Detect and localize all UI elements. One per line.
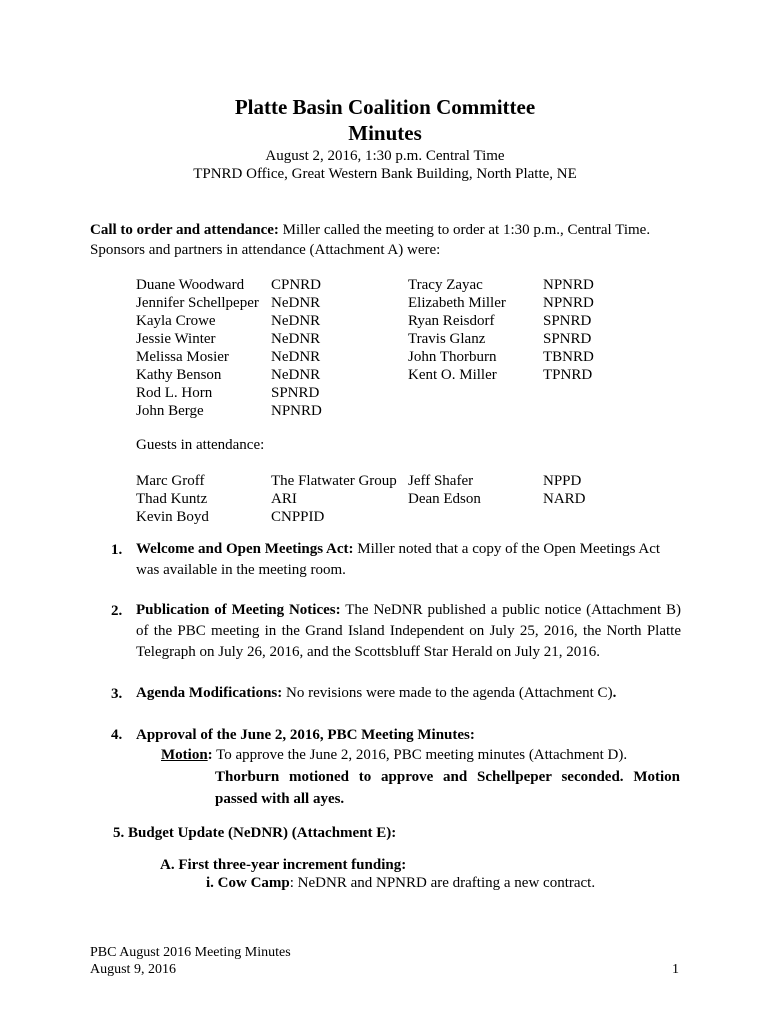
attendee-org: SPNRD xyxy=(271,385,320,401)
guest-name: Jeff Shafer xyxy=(408,473,474,489)
guest-name: Dean Edson xyxy=(408,491,481,507)
item-5-sub-i xyxy=(206,874,595,892)
guest-org: ARI xyxy=(271,491,297,507)
motion-result: Thorburn motioned to approve and Schellpeper seconded. Motion passed with all ayes. xyxy=(215,769,680,807)
attendee-name: Kayla Crowe xyxy=(136,313,216,329)
attendance-intro: Sponsors and partners in attendance (Attachment A) were: xyxy=(90,242,441,258)
attendee-org: NPNRD xyxy=(543,277,594,293)
attendee-org: NPNRD xyxy=(543,295,594,311)
item-2-paragraph xyxy=(136,600,681,663)
attendee-name: Jennifer Schellpeper xyxy=(136,295,259,311)
guest-name: Kevin Boyd xyxy=(136,509,209,525)
attendee-org: SPNRD xyxy=(543,331,592,347)
guest-name: Marc Groff xyxy=(136,473,205,489)
item-4-motion-line xyxy=(161,746,627,764)
attendee-org: NeDNR xyxy=(271,331,321,347)
call-to-order-heading: Call to order and attendance: xyxy=(90,222,279,238)
item-3-heading: Agenda Modifications: xyxy=(136,685,283,701)
attendee-name: Ryan Reisdorf xyxy=(408,313,495,329)
item-1-paragraph xyxy=(136,539,681,581)
document-title: Platte Basin Coalition Committee xyxy=(234,95,536,119)
attendee-name: Duane Woodward xyxy=(136,277,245,293)
guest-org: CNPPID xyxy=(271,509,325,525)
item-2-heading: Publication of Meeting Notices: xyxy=(136,602,341,618)
item-4-number: 4. xyxy=(111,727,123,743)
attendee-name: John Berge xyxy=(136,403,204,419)
guest-org: The Flatwater Group xyxy=(271,473,397,489)
item-3-end: . xyxy=(612,685,617,701)
document-subtitle: Minutes xyxy=(348,121,422,145)
attendee-name: Jessie Winter xyxy=(136,331,216,347)
attendee-org: NPNRD xyxy=(271,403,322,419)
guests-label: Guests in attendance: xyxy=(136,437,265,453)
sub-i-number: i. xyxy=(206,875,214,891)
attendee-org: NeDNR xyxy=(271,367,321,383)
item-3-number: 3. xyxy=(111,686,123,702)
item-4-heading: Approval of the June 2, 2016, PBC Meeting Minutes: xyxy=(136,727,475,743)
attendee-org: NeDNR xyxy=(271,313,321,329)
item-3-text: No revisions were made to the agenda (Attachment C) xyxy=(282,685,613,701)
sub-i-text: : NeDNR and NPNRD are drafting a new contract. xyxy=(289,875,596,891)
footer-date: August 9, 2016 xyxy=(90,962,176,977)
sub-i-heading: Cow Camp xyxy=(217,875,290,891)
page-number: 1 xyxy=(672,962,679,977)
meeting-date: August 2, 2016, 1:30 p.m. Central Time xyxy=(265,148,505,164)
attendee-org: NeDNR xyxy=(271,295,321,311)
item-1-number: 1. xyxy=(111,542,123,558)
attendee-name: John Thorburn xyxy=(408,349,497,365)
item-2-number: 2. xyxy=(111,603,123,619)
attendee-name: Tracy Zayac xyxy=(408,277,483,293)
attendee-name: Elizabeth Miller xyxy=(408,295,506,311)
guest-org: NPPD xyxy=(543,473,582,489)
item-2-text: The NeDNR published a public notice (Attachment B) of the PBC meeting in the Grand Island Independent on July 25, 2016, the North Platte Telegraph on July 26, 2016, and the Scottsbluff Star Herald on July 21, 2016. xyxy=(136,602,682,660)
attendee-name: Kathy Benson xyxy=(136,367,222,383)
meeting-location: TPNRD Office, Great Western Bank Building, North Platte, NE xyxy=(193,166,577,182)
call-to-order-line xyxy=(90,221,650,239)
attendee-org: NeDNR xyxy=(271,349,321,365)
attendee-org: SPNRD xyxy=(543,313,592,329)
motion-label: Motion xyxy=(161,747,208,763)
motion-colon: : xyxy=(207,747,213,763)
attendee-name: Melissa Mosier xyxy=(136,349,229,365)
footer-doc-name: PBC August 2016 Meeting Minutes xyxy=(90,945,291,960)
attendee-org: TPNRD xyxy=(543,367,593,383)
item-1-heading: Welcome and Open Meetings Act: xyxy=(136,541,354,557)
item-3-paragraph xyxy=(136,683,681,704)
attendee-name: Kent O. Miller xyxy=(408,367,497,383)
call-to-order-text: Miller called the meeting to order at 1:30 p.m., Central Time. xyxy=(278,222,651,238)
item-5-heading: 5. Budget Update (NeDNR) (Attachment E): xyxy=(113,825,397,841)
guest-name: Thad Kuntz xyxy=(136,491,208,507)
item-1-text: Miller noted that a copy of the Open Meetings Act was available in the meeting room. xyxy=(136,541,661,578)
item-5-sub-a: A. First three-year increment funding: xyxy=(160,857,407,873)
attendee-org: CPNRD xyxy=(271,277,322,293)
attendee-org: TBNRD xyxy=(543,349,594,365)
attendee-name: Travis Glanz xyxy=(408,331,486,347)
guest-org: NARD xyxy=(543,491,586,507)
motion-text: To approve the June 2, 2016, PBC meeting minutes (Attachment D). xyxy=(212,747,628,763)
attendee-name: Rod L. Horn xyxy=(136,385,213,401)
